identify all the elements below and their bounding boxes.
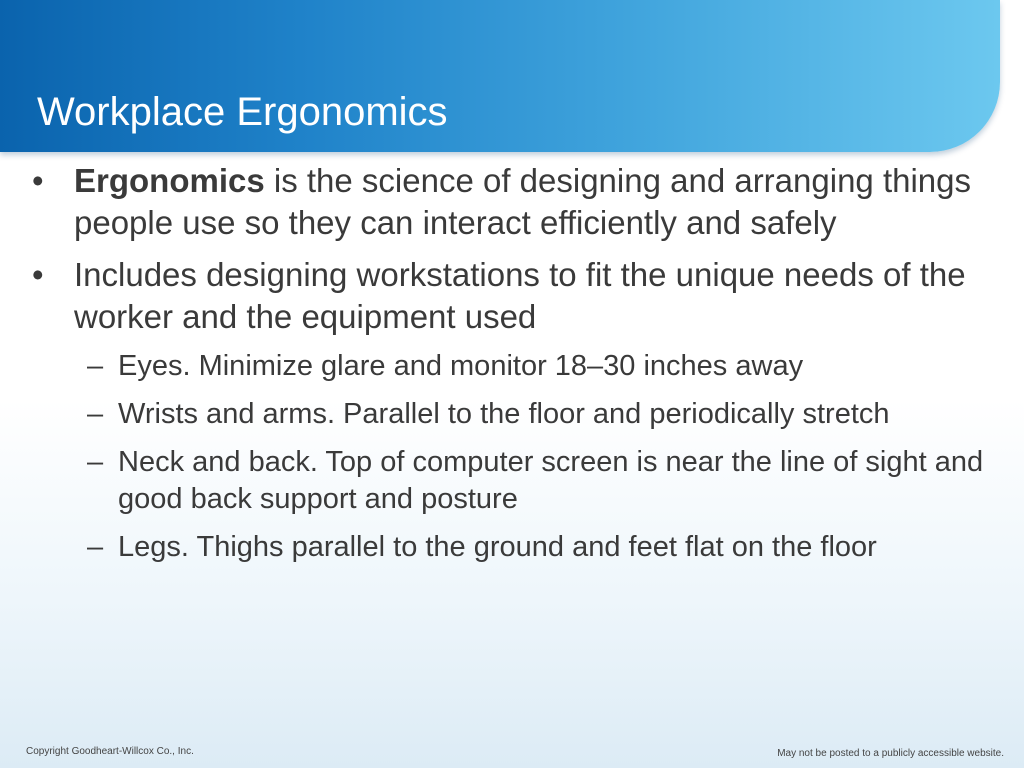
title-bar	[0, 0, 1000, 152]
copyright-footer: Copyright Goodheart-Willcox Co., Inc.	[26, 746, 194, 757]
distribution-notice-footer: May not be posted to a publicly accessible website.	[777, 748, 1004, 759]
sub-bullet-text: Eyes. Minimize glare and monitor 18–30 inches away	[118, 350, 804, 382]
sub-bullet-neck-back	[32, 444, 1002, 518]
bullet-marker: •	[32, 162, 44, 199]
sub-bullet-text: Neck and back. Top of computer screen is near the line of sight and good back support and posture	[118, 446, 984, 515]
bullet-text: is the science of designing and arranging things people use so they can interact efficiently and safely	[74, 162, 971, 241]
sub-bullet-marker: –	[87, 398, 104, 430]
sub-bullet-wrists-arms	[32, 396, 1002, 433]
sub-bullet-text: Legs. Thighs parallel to the ground and feet flat on the floor	[118, 531, 877, 563]
sub-bullet-marker: –	[87, 446, 104, 478]
bullet-bold-term: Ergonomics	[74, 162, 265, 199]
sub-bullet-legs	[32, 529, 1002, 566]
sub-bullet-marker: –	[87, 531, 104, 563]
slide-title: Workplace Ergonomics	[37, 90, 448, 134]
bullet-text: Includes designing workstations to fit the unique needs of the worker and the equipment used	[74, 256, 966, 335]
bullet-marker: •	[32, 256, 44, 293]
bullet-workstation-design	[32, 254, 1002, 338]
sub-bullet-marker: –	[87, 350, 104, 382]
sub-bullet-eyes	[32, 348, 1002, 385]
sub-bullet-text: Wrists and arms. Parallel to the floor and periodically stretch	[118, 398, 890, 430]
slide-content	[32, 160, 1002, 577]
bullet-ergonomics-definition	[32, 160, 1002, 244]
